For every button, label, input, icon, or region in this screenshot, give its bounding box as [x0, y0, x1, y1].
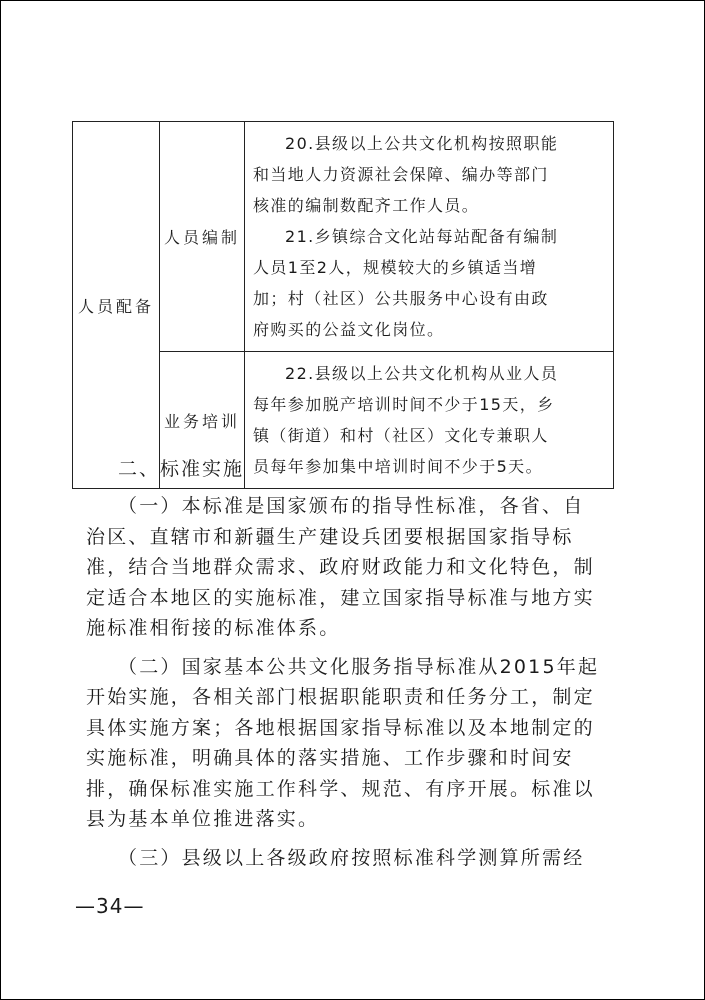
section-body: [86, 453, 606, 873]
table-row: [73, 122, 614, 352]
category-cell: 人员配备: [73, 122, 160, 489]
paragraph: （三）县级以上各级政府按照标准科学测算所需经: [118, 846, 585, 869]
staffing-standards-table: [72, 121, 614, 489]
paragraph: （一）本标准是国家颁布的指导性标准，各省、自 治区、直辖市和新疆生产建设兵团要根据国家指导标 准，结合当地群众需求、政府财政能力和文化特色，制 定适合本地区的实施标准，建立国家指导标准与地方实 施标准相衔接的标准体系。: [86, 495, 595, 639]
content-cell: [245, 122, 614, 352]
subcategory-cell: 业务培训: [160, 352, 245, 489]
paragraph: （二）国家基本公共文化服务指导标准从2015年起 开始实施，各相关部门根据职能职责和任务分工，制定 具体实施方案；各地根据国家指导标准以及本地制定的 实施标准，明确具体的落实措施、工作步骤和时间安 排，确保标准实施工作科学、规范、有序开展。标准以 县为基本单位推进落实。: [86, 655, 600, 830]
list-item: 20.县级以上公共文化机构按照职能 和当地人力资源社会保障、编办等部门 核准的编制数配齐工作人员。: [253, 134, 559, 215]
subcategory-cell: 人员编制: [160, 122, 245, 352]
list-item: 21.乡镇综合文化站每站配备有编制 人员1至2人，规模较大的乡镇适当增 加；村（社区）公共服务中心设有由政 府购买的公益文化岗位。: [253, 227, 559, 339]
section-heading: 二、标准实施: [118, 458, 245, 480]
page-number: —34—: [75, 894, 145, 918]
list-item: 22.县级以上公共文化机构从业人员 每年参加脱产培训时间不少于15天，乡 镇（街道）和村（社区）文化专兼职人 员每年参加集中培训时间不少于5天。: [253, 364, 559, 476]
